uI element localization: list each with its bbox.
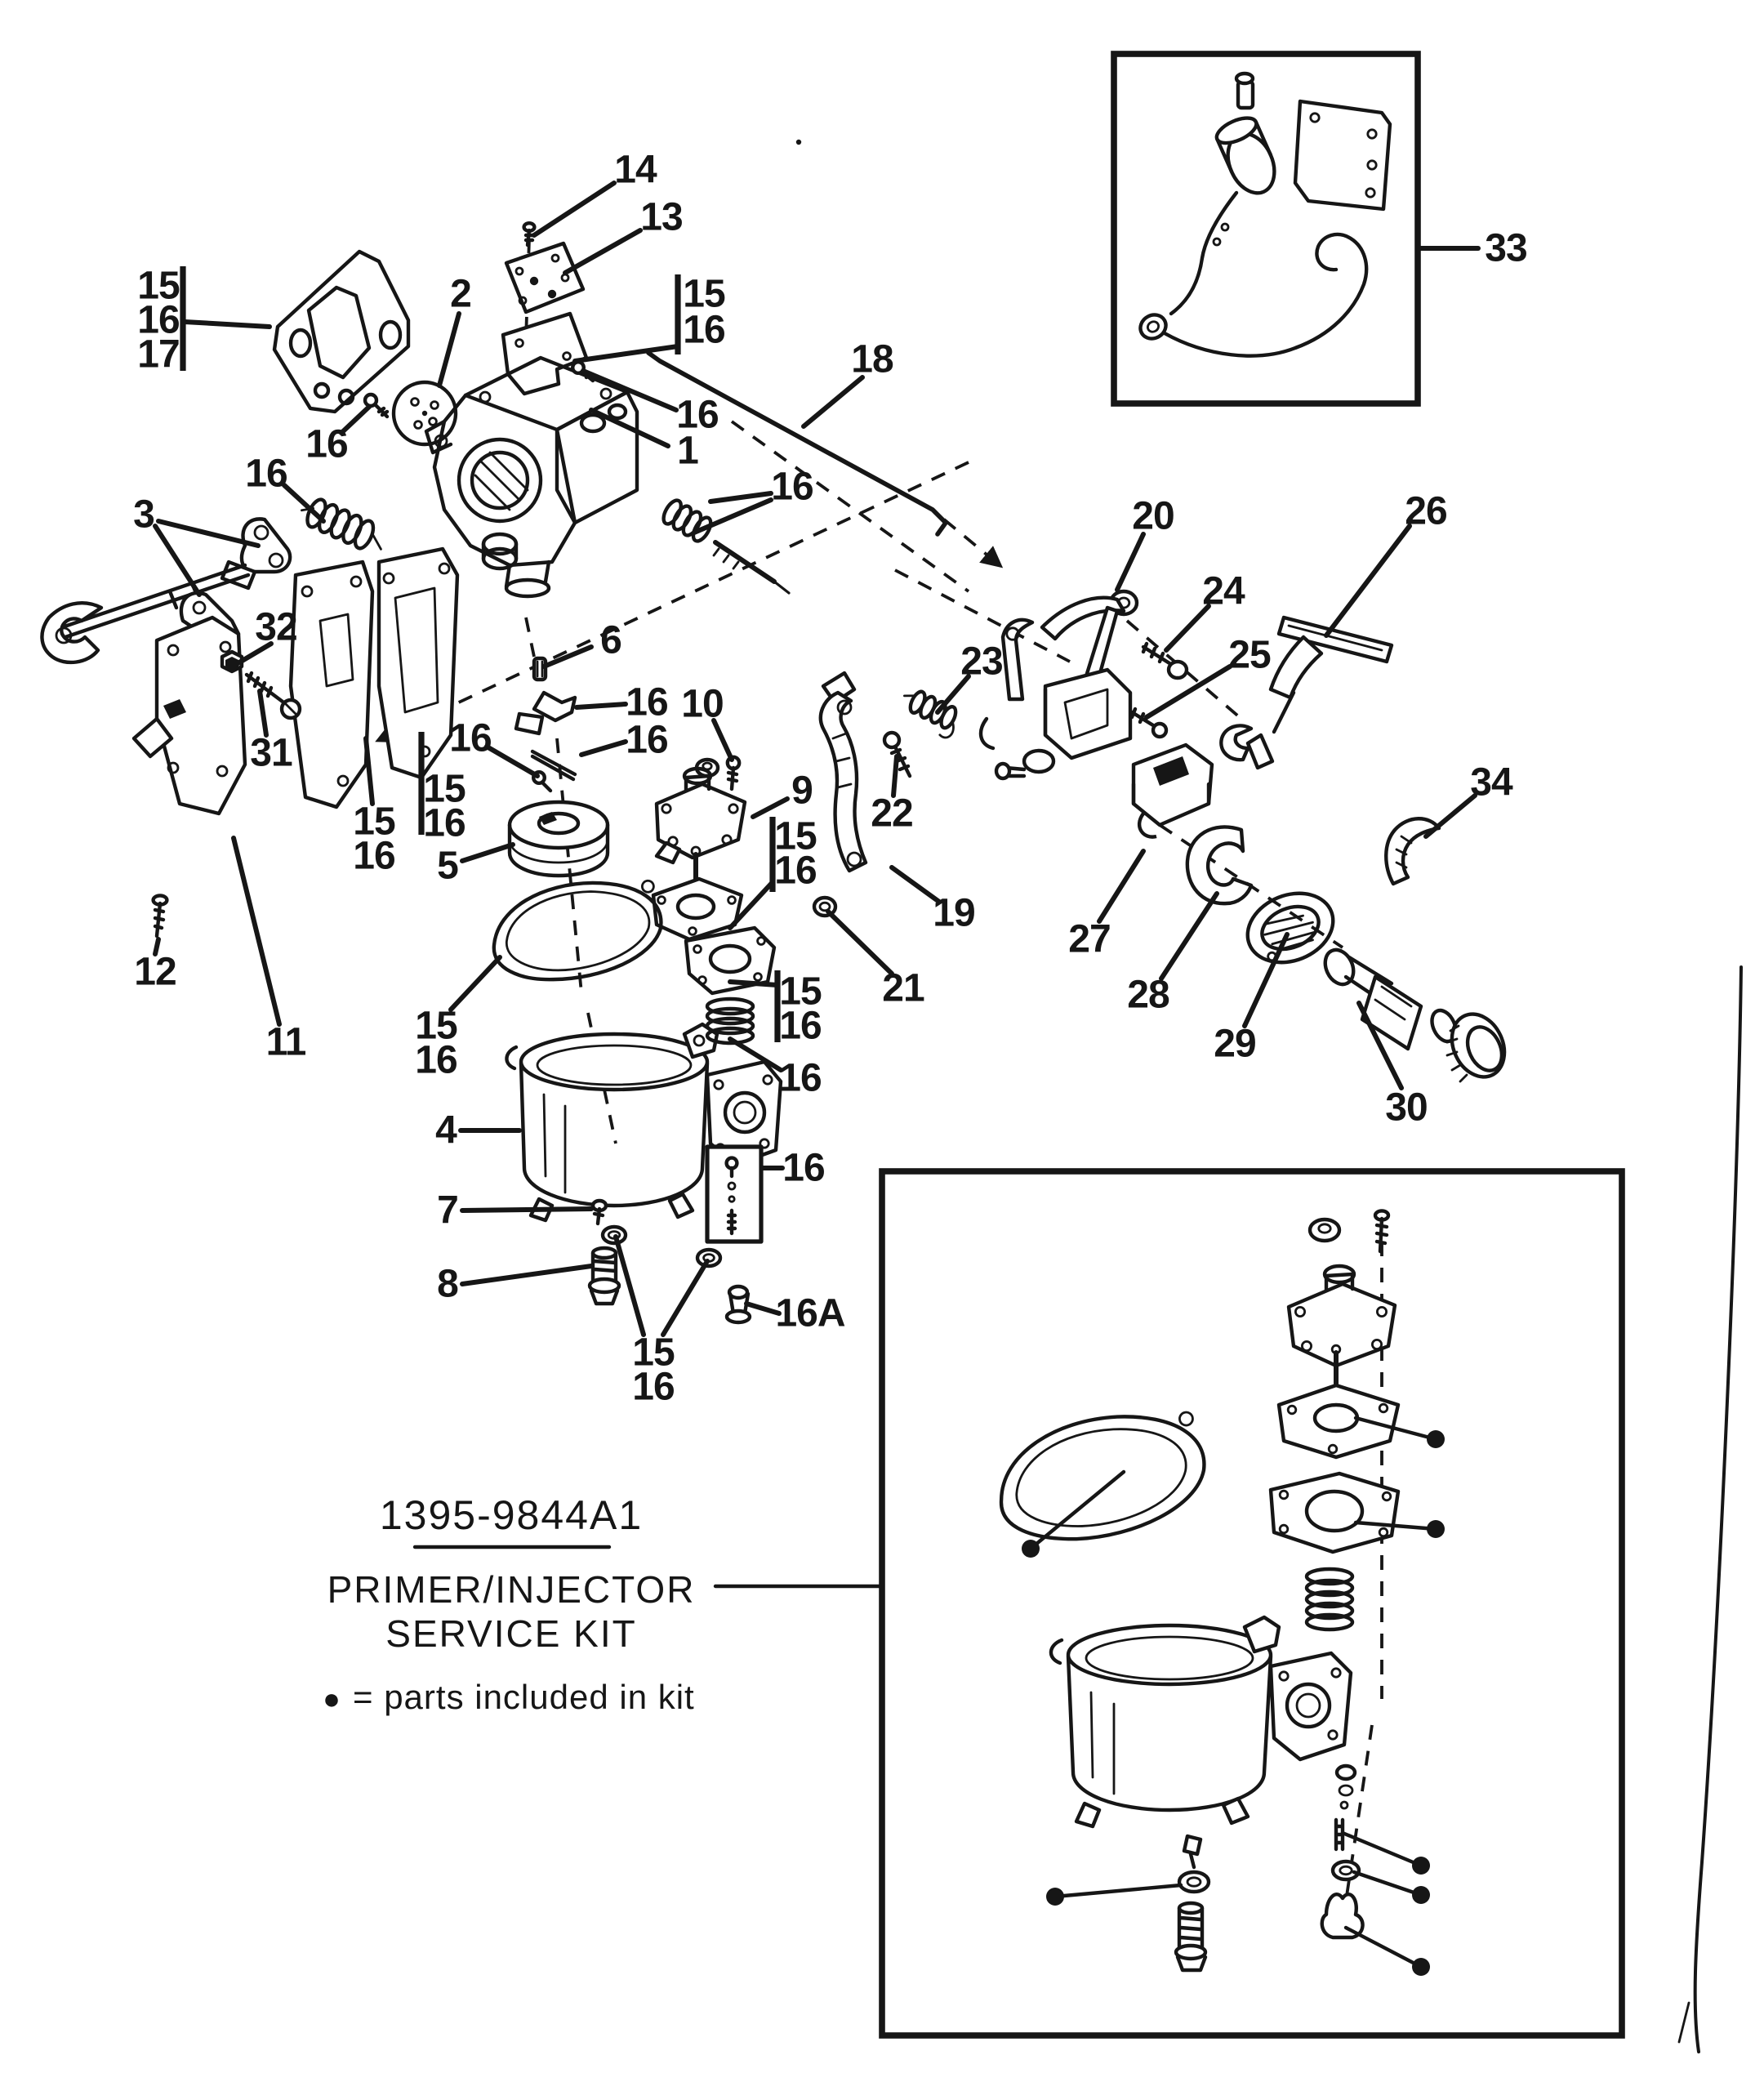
callout-leader-line: [893, 756, 897, 796]
callout-leader-line: [565, 230, 640, 273]
part-number-label: 32: [255, 605, 297, 649]
part-number-label: 4: [435, 1108, 457, 1153]
callout-leader-line: [1117, 534, 1143, 590]
fuel-inlet-fitting-8: [590, 1248, 619, 1304]
callout-leader-line: [155, 526, 199, 595]
callout-leader-line: [663, 1261, 707, 1335]
callout-leader-line: [451, 957, 500, 1010]
callout-15-16-48: [575, 273, 725, 362]
pump-cover-screw-12: [154, 895, 167, 936]
callout-15-16-29: [730, 815, 817, 929]
part-number-label: 15: [632, 1331, 675, 1375]
kit-dot-leader: [1343, 1833, 1421, 1866]
callout-28-36: [1127, 894, 1217, 1017]
callout-leader-line: [575, 346, 678, 361]
kit-included-dot: [1412, 1886, 1430, 1904]
drain-screw-7: [593, 1201, 606, 1224]
kit-dot-leader: [1346, 1928, 1421, 1967]
part-number-label: 16: [779, 1056, 822, 1100]
part-number-label: 33: [1485, 226, 1527, 270]
callout-18-7: [804, 338, 893, 427]
callout-29-37: [1214, 934, 1287, 1066]
callout-leader-line: [1099, 851, 1143, 921]
part-number-label: 16: [245, 452, 287, 496]
throttle-bracket-assembly: [981, 591, 1137, 778]
part-number-label: 7: [437, 1188, 458, 1233]
callout-leader-line: [583, 371, 676, 410]
callout-16-4: [305, 407, 369, 466]
kit-legend-text: = parts included in kit: [353, 1678, 695, 1716]
part-number-label: 15: [423, 767, 466, 811]
callout-leader-line: [462, 1266, 591, 1284]
part-number-label: 34: [1470, 760, 1512, 805]
part-number-label: 16: [676, 393, 719, 437]
part-number-label: 6: [600, 618, 621, 662]
callout-leader-line: [234, 838, 279, 1024]
callout-leader-line: [1161, 894, 1217, 979]
kit-included-dot: [1427, 1520, 1445, 1538]
callout-leader-line: [544, 647, 591, 667]
callout-9-24: [753, 769, 813, 818]
callout-19-33: [892, 867, 975, 935]
callout-16-10: [694, 466, 813, 533]
callout-2-2: [439, 273, 471, 386]
callout-leader-line: [804, 377, 862, 426]
float-ring: [510, 802, 608, 876]
callout-27-35: [1068, 851, 1143, 961]
part-number-label: 28: [1127, 973, 1169, 1017]
part-number-label: 12: [134, 950, 176, 994]
callout-leader-line: [462, 845, 513, 861]
part-number-label: 16: [137, 298, 180, 342]
part-number-label: 17: [137, 332, 180, 377]
callout-10-23: [681, 683, 732, 760]
callout-34-16: [1426, 761, 1513, 837]
callout-32-17: [235, 606, 297, 666]
part-number-label: 9: [791, 769, 813, 813]
part-number-label: 20: [1132, 494, 1174, 538]
part-number-label: 16: [771, 465, 813, 509]
retainer-clip-28: [1187, 827, 1251, 903]
part-number-label: 16: [782, 1146, 825, 1190]
callout-leader-line: [577, 704, 626, 707]
part-number-label: 8: [437, 1262, 458, 1306]
callout-12-47: [134, 939, 176, 994]
callout-14-0: [534, 149, 657, 236]
part-number-label: 31: [250, 731, 292, 775]
callout-leader-line: [710, 493, 771, 502]
part-number-label: 21: [882, 966, 924, 1010]
part-number-label: 10: [681, 682, 724, 726]
part-number-label: 22: [871, 791, 913, 836]
callout-23-15: [938, 640, 1003, 713]
kit-part-number: 1395-9844A1: [379, 1492, 644, 1538]
part-number-label: 16: [632, 1365, 675, 1409]
float-hinge-clip: [516, 693, 575, 733]
part-number-label: 30: [1385, 1086, 1428, 1130]
part-number-label: 15: [774, 814, 817, 858]
kit-dot-leader: [1354, 1872, 1421, 1895]
part-number-label: 16: [774, 849, 817, 893]
primer-diaphragm-plate: [379, 549, 457, 778]
part-number-label: 16: [626, 680, 668, 724]
primer-pump-body: [134, 593, 245, 814]
service-kit-inset-box: [882, 1171, 1622, 2035]
callout-33-39: [1419, 227, 1527, 270]
part-number-label: 18: [851, 337, 893, 381]
pump-plate-gasket: [503, 314, 586, 394]
callout-leader-line: [714, 720, 732, 760]
part-number-label: 11: [265, 1020, 306, 1064]
part-number-label: 14: [614, 148, 657, 192]
part-number-label: 16: [626, 718, 668, 762]
callout-11-46: [234, 838, 306, 1064]
kit-included-dot: [1022, 1540, 1040, 1558]
part-number-label: 16: [423, 801, 466, 845]
part-number-label: 16: [415, 1038, 457, 1082]
callout-8-45: [437, 1263, 591, 1306]
callout-leader-line: [439, 314, 459, 386]
callout-leader-line: [487, 747, 537, 776]
kit-dot-leader: [1031, 1472, 1124, 1549]
kit-title-line2: SERVICE KIT: [385, 1612, 637, 1655]
callout-leader-line: [366, 738, 372, 804]
callout-leader-line: [260, 691, 266, 735]
callout-leader-line: [746, 1304, 779, 1313]
part-number-label: 16: [305, 422, 348, 466]
kit-included-dot: [1412, 1857, 1430, 1875]
kit-included-dot: [1046, 1888, 1064, 1906]
primer-gasket-plate: [291, 562, 372, 807]
kit-legend-bullet: ●: [323, 1682, 341, 1715]
callout-26-12: [1326, 490, 1447, 636]
part-number-label: 16: [683, 308, 725, 352]
part-number-label: 16A: [775, 1291, 845, 1335]
main-nozzle-pin: [534, 658, 546, 680]
callout-leader-line: [581, 742, 626, 755]
callout-15-16-17-3: [137, 265, 270, 377]
callout-15-16-28: [415, 957, 500, 1082]
callout-leader-line: [284, 485, 323, 521]
part-number-label: 26: [1405, 489, 1447, 533]
carburetor-body: [426, 358, 637, 596]
callout-16A-42: [746, 1292, 845, 1335]
part-number-label: 15: [415, 1004, 457, 1048]
part-number-label: 27: [1068, 917, 1111, 961]
part-number-label: 5: [437, 844, 458, 888]
stop-hook-34: [1386, 818, 1439, 884]
part-number-label: 16: [353, 834, 395, 878]
choke-cam-block: [1134, 745, 1212, 837]
pump-screw-10: [728, 757, 739, 789]
callout-leader-line: [1326, 526, 1410, 635]
part-number-label: 25: [1228, 633, 1271, 677]
pump-plate-13: [506, 243, 583, 312]
part-number-label: 15: [353, 800, 395, 844]
callout-13-1: [565, 196, 683, 274]
callout-20-11: [1117, 495, 1174, 591]
callout-7-44: [437, 1189, 591, 1233]
part-number-label: 13: [640, 195, 683, 239]
cam-follower-arm: [821, 673, 866, 871]
part-number-label: 1: [677, 429, 698, 473]
part-number-label: 23: [960, 640, 1003, 684]
part-number-label: 19: [933, 891, 975, 935]
callout-leader-line: [1426, 796, 1475, 836]
callout-5-27: [437, 845, 513, 888]
solenoid-inset-box: [1114, 54, 1418, 403]
service-kit-note: [323, 1492, 880, 1716]
part-number-label: 24: [1202, 569, 1245, 613]
page-edge-artifact: [796, 140, 1741, 2052]
part-number-label: 15: [779, 970, 822, 1014]
part-number-label: 3: [133, 493, 154, 537]
callout-leader-line: [730, 982, 777, 985]
callout-leader-line: [185, 322, 270, 327]
needle-seat-pack: [707, 1147, 761, 1242]
lever-return-spring: [297, 494, 390, 557]
valve-washer: [697, 1250, 720, 1266]
part-number-label: 2: [450, 272, 471, 316]
kit-title-line1: PRIMER/INJECTOR: [327, 1568, 696, 1611]
part-number-label: 16: [449, 716, 492, 760]
mounting-gasket-diamond: [274, 252, 408, 412]
callout-leader-line: [462, 1209, 591, 1210]
part-number-label: 29: [1214, 1022, 1256, 1066]
part-number-label: 16: [779, 1004, 822, 1048]
callout-16-21: [581, 719, 668, 762]
kit-dot-leader: [1055, 1885, 1181, 1897]
kit-included-dot: [1412, 1958, 1430, 1976]
callout-21-32: [828, 912, 924, 1010]
kit-included-dot: [1427, 1430, 1445, 1448]
part-number-label: 15: [683, 272, 725, 316]
part-number-label: 15: [137, 264, 180, 308]
callout-4-43: [435, 1109, 519, 1153]
callout-leader-line: [828, 912, 892, 974]
round-diaphragm-plate: [394, 382, 456, 444]
primer-knob-shaft: [1320, 945, 1514, 1086]
callout-25-14: [1147, 634, 1271, 718]
callout-leader-line: [534, 183, 614, 235]
callout-15-16-41: [616, 1237, 707, 1409]
